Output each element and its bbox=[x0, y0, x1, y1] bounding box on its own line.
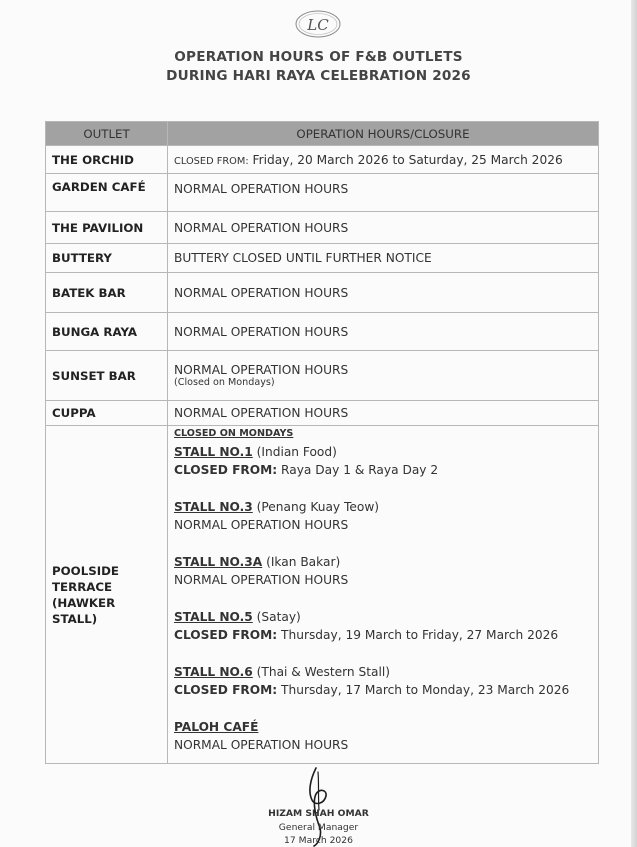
outlet-status: NORMAL OPERATION HOURS bbox=[168, 174, 599, 212]
table-row-poolside bbox=[46, 426, 599, 764]
outlet-name-line: TERRACE bbox=[52, 579, 113, 594]
stall-status: Thursday, 17 March to Monday, 23 March 2026 bbox=[281, 683, 570, 697]
table-row bbox=[46, 146, 599, 174]
page-edge-shadow bbox=[631, 0, 637, 847]
closed-on-mondays-note: CLOSED ON MONDAYS bbox=[174, 428, 294, 439]
table-row bbox=[46, 273, 599, 313]
signatory-position: General Manager bbox=[278, 822, 359, 833]
stall-list bbox=[168, 426, 599, 764]
hotel-logo bbox=[291, 6, 345, 40]
stall-status: NORMAL OPERATION HOURS bbox=[174, 573, 349, 587]
logo-monogram: LC bbox=[307, 16, 329, 34]
outlet-name-line: (HAWKER STALL) bbox=[52, 595, 116, 626]
page-title-line-2: DURING HARI RAYA CELEBRATION 2026 bbox=[166, 68, 471, 84]
stall-status: Thursday, 19 March to Friday, 27 March 2026 bbox=[281, 628, 559, 642]
table-row bbox=[46, 351, 599, 401]
outlet-name: BUNGA RAYA bbox=[46, 313, 168, 351]
stall-status-label: CLOSED FROM: bbox=[174, 463, 278, 477]
table-header-row bbox=[46, 122, 599, 146]
outlet-status: BUTTERY CLOSED UNTIL FURTHER NOTICE bbox=[168, 244, 599, 273]
column-header-outlet: OUTLET bbox=[46, 122, 168, 146]
status-note: (Closed on Mondays) bbox=[174, 377, 275, 388]
stall-entry bbox=[174, 718, 592, 754]
stall-label: STALL NO.6 bbox=[174, 665, 253, 679]
signatory-name: HIZAM SHAH OMAR bbox=[268, 808, 369, 819]
stall-status: NORMAL OPERATION HOURS bbox=[174, 738, 349, 752]
stall-status: NORMAL OPERATION HOURS bbox=[174, 518, 349, 532]
table-row bbox=[46, 244, 599, 273]
outlet-status: NORMAL OPERATION HOURS bbox=[168, 401, 599, 426]
table-row bbox=[46, 174, 599, 212]
stall-desc: (Thai & Western Stall) bbox=[256, 665, 391, 679]
stall-entry bbox=[174, 663, 592, 699]
outlet-name-poolside bbox=[46, 426, 168, 764]
outlet-status: NORMAL OPERATION HOURS bbox=[168, 273, 599, 313]
outlet-status bbox=[168, 351, 599, 401]
stall-status-label: CLOSED FROM: bbox=[174, 683, 278, 697]
outlet-status: NORMAL OPERATION HOURS bbox=[168, 212, 599, 244]
table-row bbox=[46, 401, 599, 426]
stall-status: Raya Day 1 & Raya Day 2 bbox=[281, 463, 439, 477]
stall-label: STALL NO.3A bbox=[174, 555, 263, 569]
outlet-status: NORMAL OPERATION HOURS bbox=[168, 313, 599, 351]
signature-date: 17 March 2026 bbox=[284, 835, 353, 846]
outlet-name: BUTTERY bbox=[46, 244, 168, 273]
stall-entry bbox=[174, 498, 592, 534]
outlet-name: THE PAVILION bbox=[46, 212, 168, 244]
table-row bbox=[46, 313, 599, 351]
outlet-name: SUNSET BAR bbox=[46, 351, 168, 401]
page-title-line-1: OPERATION HOURS OF F&B OUTLETS bbox=[174, 49, 463, 65]
column-header-hours: OPERATION HOURS/CLOSURE bbox=[168, 122, 599, 146]
outlet-name: BATEK BAR bbox=[46, 273, 168, 313]
table-row bbox=[46, 212, 599, 244]
stall-entry bbox=[174, 553, 592, 589]
outlet-name: THE ORCHID bbox=[46, 146, 168, 174]
outlet-name: CUPPA bbox=[46, 401, 168, 426]
stall-desc: (Satay) bbox=[256, 610, 301, 624]
stall-desc: (Indian Food) bbox=[256, 445, 337, 459]
stall-label: STALL NO.5 bbox=[174, 610, 253, 624]
outlet-name: GARDEN CAFÉ bbox=[46, 174, 168, 212]
closed-from-label: CLOSED FROM: bbox=[174, 155, 249, 167]
stall-label: STALL NO.3 bbox=[174, 500, 253, 514]
outlet-status bbox=[168, 146, 599, 174]
stall-desc: (Penang Kuay Teow) bbox=[256, 500, 380, 514]
stall-entry bbox=[174, 608, 592, 644]
stall-entry bbox=[174, 443, 592, 479]
closure-dates: Friday, 20 March 2026 to Saturday, 25 March 2026 bbox=[252, 152, 563, 167]
stall-desc: (Ikan Bakar) bbox=[266, 555, 341, 569]
status-text: NORMAL OPERATION HOURS bbox=[174, 363, 349, 377]
stall-status-label: CLOSED FROM: bbox=[174, 628, 278, 642]
operation-hours-table bbox=[45, 121, 599, 764]
outlet-name-line: POOLSIDE bbox=[52, 563, 119, 578]
stall-label: STALL NO.1 bbox=[174, 445, 253, 459]
stall-label: PALOH CAFÉ bbox=[174, 720, 259, 734]
